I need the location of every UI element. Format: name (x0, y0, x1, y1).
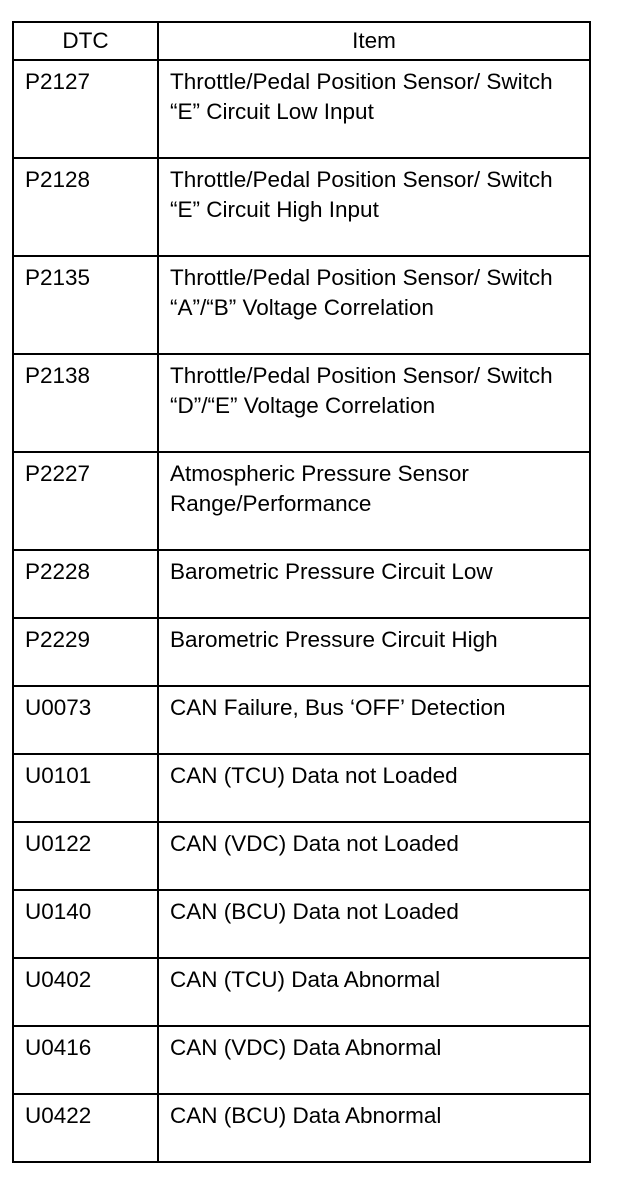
item-cell: CAN (BCU) Data Abnormal (158, 1094, 590, 1162)
item-cell: CAN (TCU) Data Abnormal (158, 958, 590, 1026)
header-row (13, 22, 590, 60)
dtc-code-cell: P2138 (13, 354, 158, 452)
item-cell: Throttle/Pedal Position Sensor/ Switch “E” Circuit Low Input (158, 60, 590, 158)
table-row (13, 754, 590, 822)
item-cell: Throttle/Pedal Position Sensor/ Switch “A”/“B” Voltage Correlation (158, 256, 590, 354)
item-cell: Throttle/Pedal Position Sensor/ Switch “E” Circuit High Input (158, 158, 590, 256)
dtc-code-cell: U0402 (13, 958, 158, 1026)
table-row (13, 452, 590, 550)
dtc-table (12, 21, 591, 1163)
table-row (13, 1094, 590, 1162)
item-cell: Throttle/Pedal Position Sensor/ Switch “D”/“E” Voltage Correlation (158, 354, 590, 452)
item-cell: CAN Failure, Bus ‘OFF’ Detection (158, 686, 590, 754)
table-row (13, 158, 590, 256)
dtc-code-cell: P2227 (13, 452, 158, 550)
item-column-header: Item (158, 22, 590, 60)
dtc-code-cell: U0101 (13, 754, 158, 822)
item-cell: CAN (VDC) Data not Loaded (158, 822, 590, 890)
table-row (13, 550, 590, 618)
item-cell: Barometric Pressure Circuit Low (158, 550, 590, 618)
dtc-code-cell: U0422 (13, 1094, 158, 1162)
item-cell: CAN (TCU) Data not Loaded (158, 754, 590, 822)
dtc-code-cell: P2128 (13, 158, 158, 256)
dtc-code-cell: U0416 (13, 1026, 158, 1094)
table-row (13, 822, 590, 890)
dtc-code-cell: U0073 (13, 686, 158, 754)
item-cell: CAN (BCU) Data not Loaded (158, 890, 590, 958)
dtc-code-cell: P2127 (13, 60, 158, 158)
table-row (13, 958, 590, 1026)
table-row (13, 890, 590, 958)
dtc-code-cell: P2228 (13, 550, 158, 618)
table-row (13, 256, 590, 354)
table-row (13, 1026, 590, 1094)
table-row (13, 618, 590, 686)
dtc-code-cell: P2229 (13, 618, 158, 686)
item-cell: CAN (VDC) Data Abnormal (158, 1026, 590, 1094)
table-row (13, 354, 590, 452)
item-cell: Barometric Pressure Circuit High (158, 618, 590, 686)
table-row (13, 686, 590, 754)
dtc-code-cell: U0122 (13, 822, 158, 890)
item-cell: Atmospheric Pressure Sensor Range/Performance (158, 452, 590, 550)
dtc-code-cell: P2135 (13, 256, 158, 354)
dtc-code-cell: U0140 (13, 890, 158, 958)
dtc-column-header: DTC (13, 22, 158, 60)
table-row (13, 60, 590, 158)
